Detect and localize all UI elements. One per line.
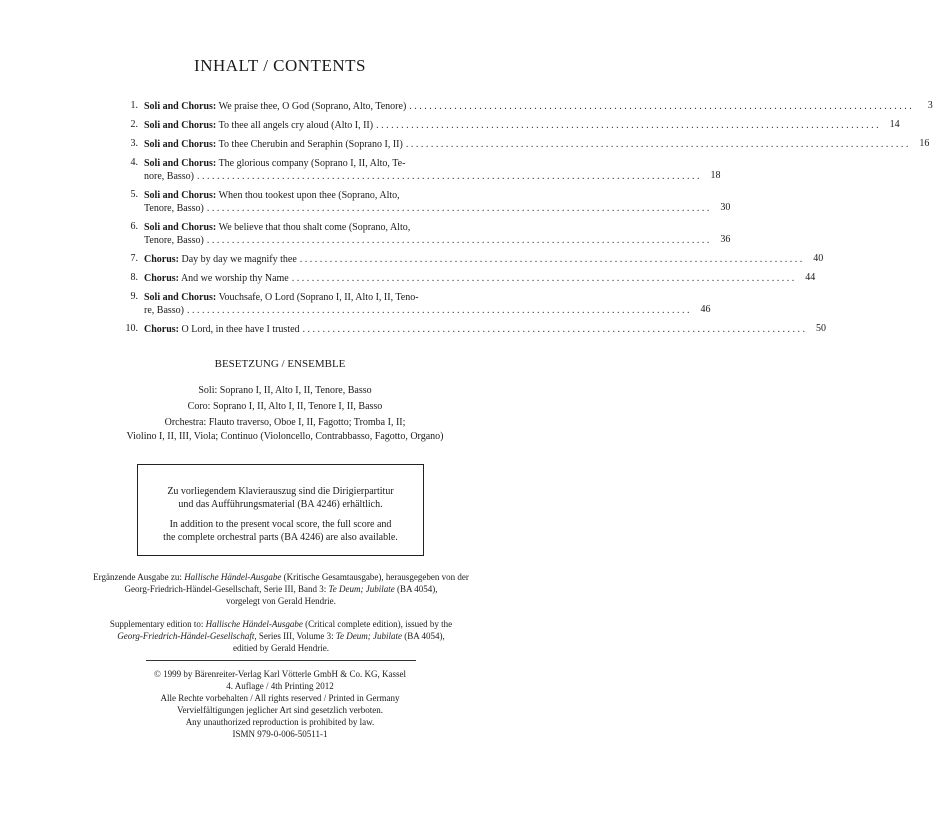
supp-en-work: Te Deum; Jubilate <box>335 631 402 641</box>
toc-number: 8. <box>130 272 138 283</box>
toc-page: 36 <box>720 234 731 245</box>
toc-page: 14 <box>889 119 900 130</box>
toc-entry <box>118 323 827 336</box>
supp-de-edition: Hallische Händel-Ausgabe <box>184 572 282 582</box>
toc-title: We believe that thou shalt come (Soprano, Alto, <box>216 222 411 233</box>
toc-number: 7. <box>130 253 138 264</box>
notice-en-line-2: the complete orchestral parts (BA 4246) are also available. <box>163 532 398 543</box>
ismn-line: ISMN 979-0-006-50511-1 <box>232 729 328 739</box>
toc-title-cont: Tenore, Basso) <box>144 203 204 214</box>
supp-en-prefix: Supplementary edition to: <box>109 619 206 629</box>
supp-de-line2: Georg-Friedrich-Händel-Gesellschaft, Serie III, Band 3: <box>124 584 329 594</box>
toc-page: 46 <box>700 304 711 315</box>
toc-page: 30 <box>720 202 731 213</box>
toc-title: To thee Cherubin and Seraphin (Soprano I, II) <box>216 139 403 150</box>
supp-en-line2-mid: , Series III, Volume 3: <box>254 631 336 641</box>
toc-entry <box>118 221 731 247</box>
toc-voices: Chorus: <box>144 273 180 284</box>
supp-en-line2-end: (BA 4054), <box>401 631 445 641</box>
toc-number: 4. <box>130 157 138 168</box>
toc-page: 44 <box>805 272 816 283</box>
leader-dots <box>300 253 803 266</box>
toc-number: 6. <box>130 221 138 232</box>
ensemble-list <box>100 384 470 446</box>
supplementary-edition-de <box>86 571 476 607</box>
supp-de-prefix: Ergänzende Ausgabe zu: <box>93 572 185 582</box>
toc-number: 10. <box>125 323 138 334</box>
toc-number: 9. <box>130 291 138 302</box>
toc-page: 50 <box>816 323 827 334</box>
toc-voices: Chorus: <box>144 324 180 335</box>
ensemble-title: BESETZUNG / ENSEMBLE <box>214 358 346 370</box>
toc-title: When thou tookest upon thee (Soprano, Alto, <box>216 190 400 201</box>
copyright-block <box>120 668 440 740</box>
notice-de-line-2: und das Aufführungsmaterial (BA 4246) erhältlich. <box>178 499 383 510</box>
toc-page: 18 <box>710 170 721 181</box>
toc-page: 16 <box>919 138 930 149</box>
notice-de-line-1: Zu vorliegendem Klavierauszug sind die Dirigierpartitur <box>167 486 394 497</box>
toc-number: 3. <box>130 138 138 149</box>
toc-voices: Chorus: <box>144 254 180 265</box>
page-title: INHALT / CONTENTS <box>194 56 366 75</box>
leader-dots <box>409 100 912 113</box>
toc-entry <box>118 157 721 183</box>
leader-dots <box>303 323 806 336</box>
notice-en-line-1: In addition to the present vocal score, the full score and <box>169 519 392 530</box>
ensemble-orchestra-cont: Violino I, II, III, Viola; Continuo (Violoncello, Contrabbasso, Fagotto, Organo) <box>126 431 444 442</box>
supp-en-society: Georg-Friedrich-Händel-Gesellschaft <box>117 631 255 641</box>
toc-voices: Soli and Chorus: <box>144 222 217 233</box>
supplementary-edition-en <box>86 618 476 654</box>
toc-title: And we worship thy Name <box>179 273 289 284</box>
toc-entry <box>118 189 731 215</box>
printing-line: 4. Auflage / 4th Printing 2012 <box>226 681 334 691</box>
supp-de-rest: (Kritische Gesamtausgabe), herausgegeben von der <box>281 572 469 582</box>
reproduction-en-line: Any unauthorized reproduction is prohibited by law. <box>185 717 375 727</box>
toc-title: The glorious company (Soprano I, II, Alto, Te- <box>216 158 406 169</box>
toc-page: 40 <box>813 253 824 264</box>
toc-entry <box>118 272 816 285</box>
leader-dots <box>187 304 690 317</box>
toc-title: Day by day we magnify thee <box>179 254 297 265</box>
toc-entry <box>118 253 824 266</box>
table-of-contents <box>118 100 933 342</box>
leader-dots <box>207 234 710 247</box>
supp-en-line3: editied by Gerald Hendrie. <box>233 643 329 653</box>
toc-voices: Soli and Chorus: <box>144 120 217 131</box>
supp-de-line2-end: (BA 4054), <box>394 584 438 594</box>
toc-title: To thee all angels cry aloud (Alto I, II) <box>216 120 374 131</box>
leader-dots <box>197 170 700 183</box>
toc-title-cont: re, Basso) <box>144 305 184 316</box>
leader-dots <box>406 138 909 151</box>
toc-title: We praise thee, O God (Soprano, Alto, Tenore) <box>216 101 407 112</box>
rights-line: Alle Rechte vorbehalten / All rights reserved / Printed in Germany <box>160 693 400 703</box>
leader-dots <box>292 272 795 285</box>
toc-page: 3 <box>927 100 933 111</box>
supp-en-rest: (Critical complete edition), issued by the <box>302 619 453 629</box>
toc-entry <box>118 138 930 151</box>
leader-dots <box>207 202 710 215</box>
ensemble-soli: Soli: Soprano I, II, Alto I, II, Tenore, Basso <box>198 385 372 396</box>
ensemble-coro: Coro: Soprano I, II, Alto I, II, Tenore I, II, Basso <box>187 401 383 412</box>
divider-rule <box>146 660 416 661</box>
toc-title: O Lord, in thee have I trusted <box>179 324 300 335</box>
copyright-line: © 1999 by Bärenreiter-Verlag Karl Vötterle GmbH & Co. KG, Kassel <box>154 669 406 679</box>
toc-entry <box>118 100 933 113</box>
toc-number: 1. <box>130 100 138 111</box>
toc-title-cont: Tenore, Basso) <box>144 235 204 246</box>
toc-voices: Soli and Chorus: <box>144 101 217 112</box>
ensemble-orchestra: Orchestra: Flauto traverso, Oboe I, II, Fagotto; Tromba I, II; <box>164 417 406 428</box>
toc-voices: Soli and Chorus: <box>144 139 217 150</box>
availability-notice-box <box>137 464 424 556</box>
toc-title-cont: nore, Basso) <box>144 171 194 182</box>
reproduction-de-line: Vervielfältigungen jeglicher Art sind gesetzlich verboten. <box>177 705 383 715</box>
toc-voices: Soli and Chorus: <box>144 292 217 303</box>
toc-number: 2. <box>130 119 138 130</box>
toc-entry <box>118 291 711 317</box>
leader-dots <box>376 119 879 132</box>
toc-entry <box>118 119 900 132</box>
toc-number: 5. <box>130 189 138 200</box>
supp-en-edition: Hallische Händel-Ausgabe <box>205 619 303 629</box>
supp-de-work: Te Deum; Jubilate <box>328 584 395 594</box>
toc-title: Vouchsafe, O Lord (Soprano I, II, Alto I, II, Teno- <box>216 292 419 303</box>
toc-voices: Soli and Chorus: <box>144 158 217 169</box>
toc-voices: Soli and Chorus: <box>144 190 217 201</box>
supp-de-line3: vorgelegt von Gerald Hendrie. <box>226 596 336 606</box>
